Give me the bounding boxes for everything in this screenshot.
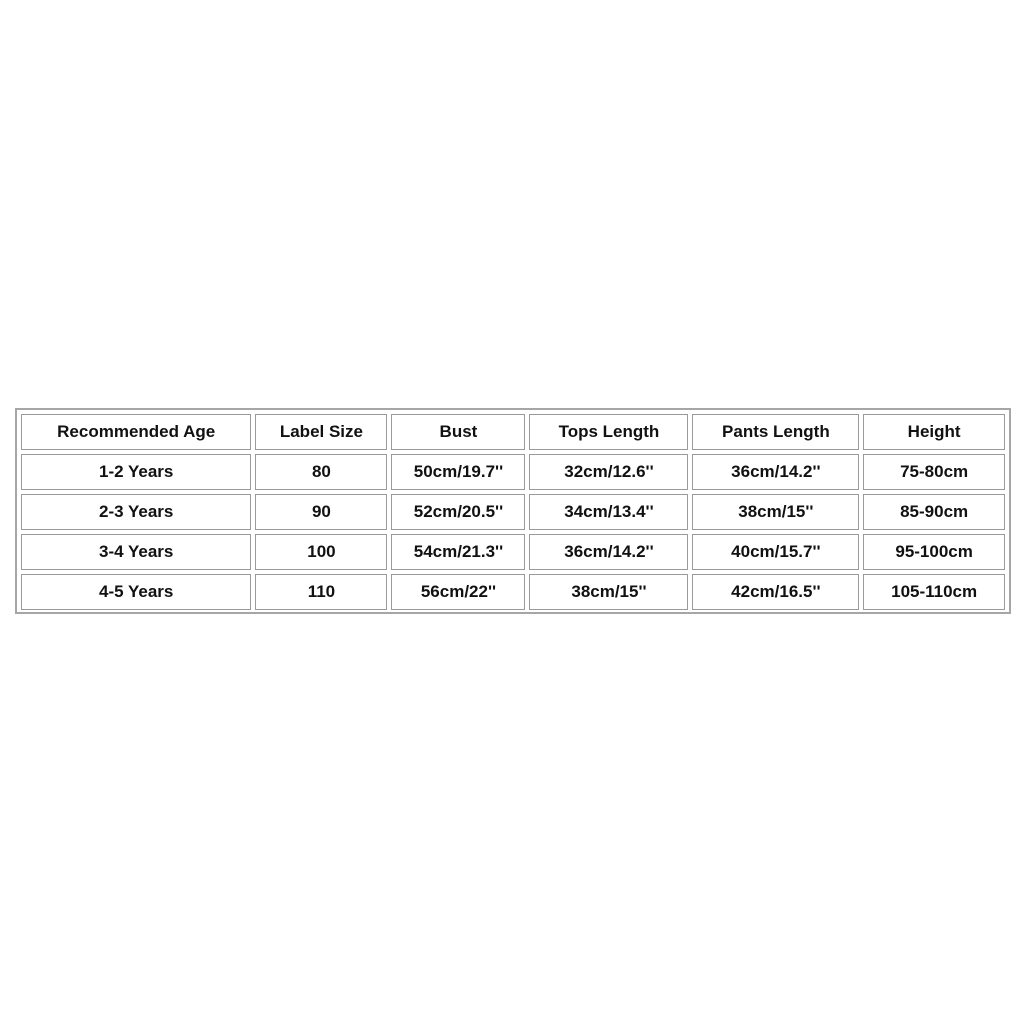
cell-pants-length: 42cm/16.5'': [692, 574, 859, 610]
cell-pants-length: 40cm/15.7'': [692, 534, 859, 570]
cell-bust: 50cm/19.7'': [391, 454, 525, 490]
cell-height: 75-80cm: [863, 454, 1005, 490]
cell-recommended-age: 4-5 Years: [21, 574, 251, 610]
header-bust: Bust: [391, 414, 525, 450]
cell-recommended-age: 3-4 Years: [21, 534, 251, 570]
table-row: [21, 494, 1005, 530]
header-recommended-age: Recommended Age: [21, 414, 251, 450]
cell-tops-length: 38cm/15'': [529, 574, 688, 610]
cell-bust: 56cm/22'': [391, 574, 525, 610]
cell-label-size: 90: [255, 494, 387, 530]
cell-tops-length: 32cm/12.6'': [529, 454, 688, 490]
cell-label-size: 100: [255, 534, 387, 570]
table-row: [21, 534, 1005, 570]
header-row: [21, 414, 1005, 450]
header-height: Height: [863, 414, 1005, 450]
cell-label-size: 110: [255, 574, 387, 610]
cell-label-size: 80: [255, 454, 387, 490]
cell-bust: 54cm/21.3'': [391, 534, 525, 570]
cell-recommended-age: 2-3 Years: [21, 494, 251, 530]
table-row: [21, 454, 1005, 490]
header-tops-length: Tops Length: [529, 414, 688, 450]
cell-height: 85-90cm: [863, 494, 1005, 530]
size-chart: [15, 408, 1011, 614]
cell-tops-length: 36cm/14.2'': [529, 534, 688, 570]
cell-bust: 52cm/20.5'': [391, 494, 525, 530]
size-chart-table: [17, 410, 1009, 614]
cell-recommended-age: 1-2 Years: [21, 454, 251, 490]
cell-height: 105-110cm: [863, 574, 1005, 610]
header-label-size: Label Size: [255, 414, 387, 450]
cell-tops-length: 34cm/13.4'': [529, 494, 688, 530]
cell-pants-length: 36cm/14.2'': [692, 454, 859, 490]
cell-pants-length: 38cm/15'': [692, 494, 859, 530]
header-pants-length: Pants Length: [692, 414, 859, 450]
table-row: [21, 574, 1005, 610]
cell-height: 95-100cm: [863, 534, 1005, 570]
